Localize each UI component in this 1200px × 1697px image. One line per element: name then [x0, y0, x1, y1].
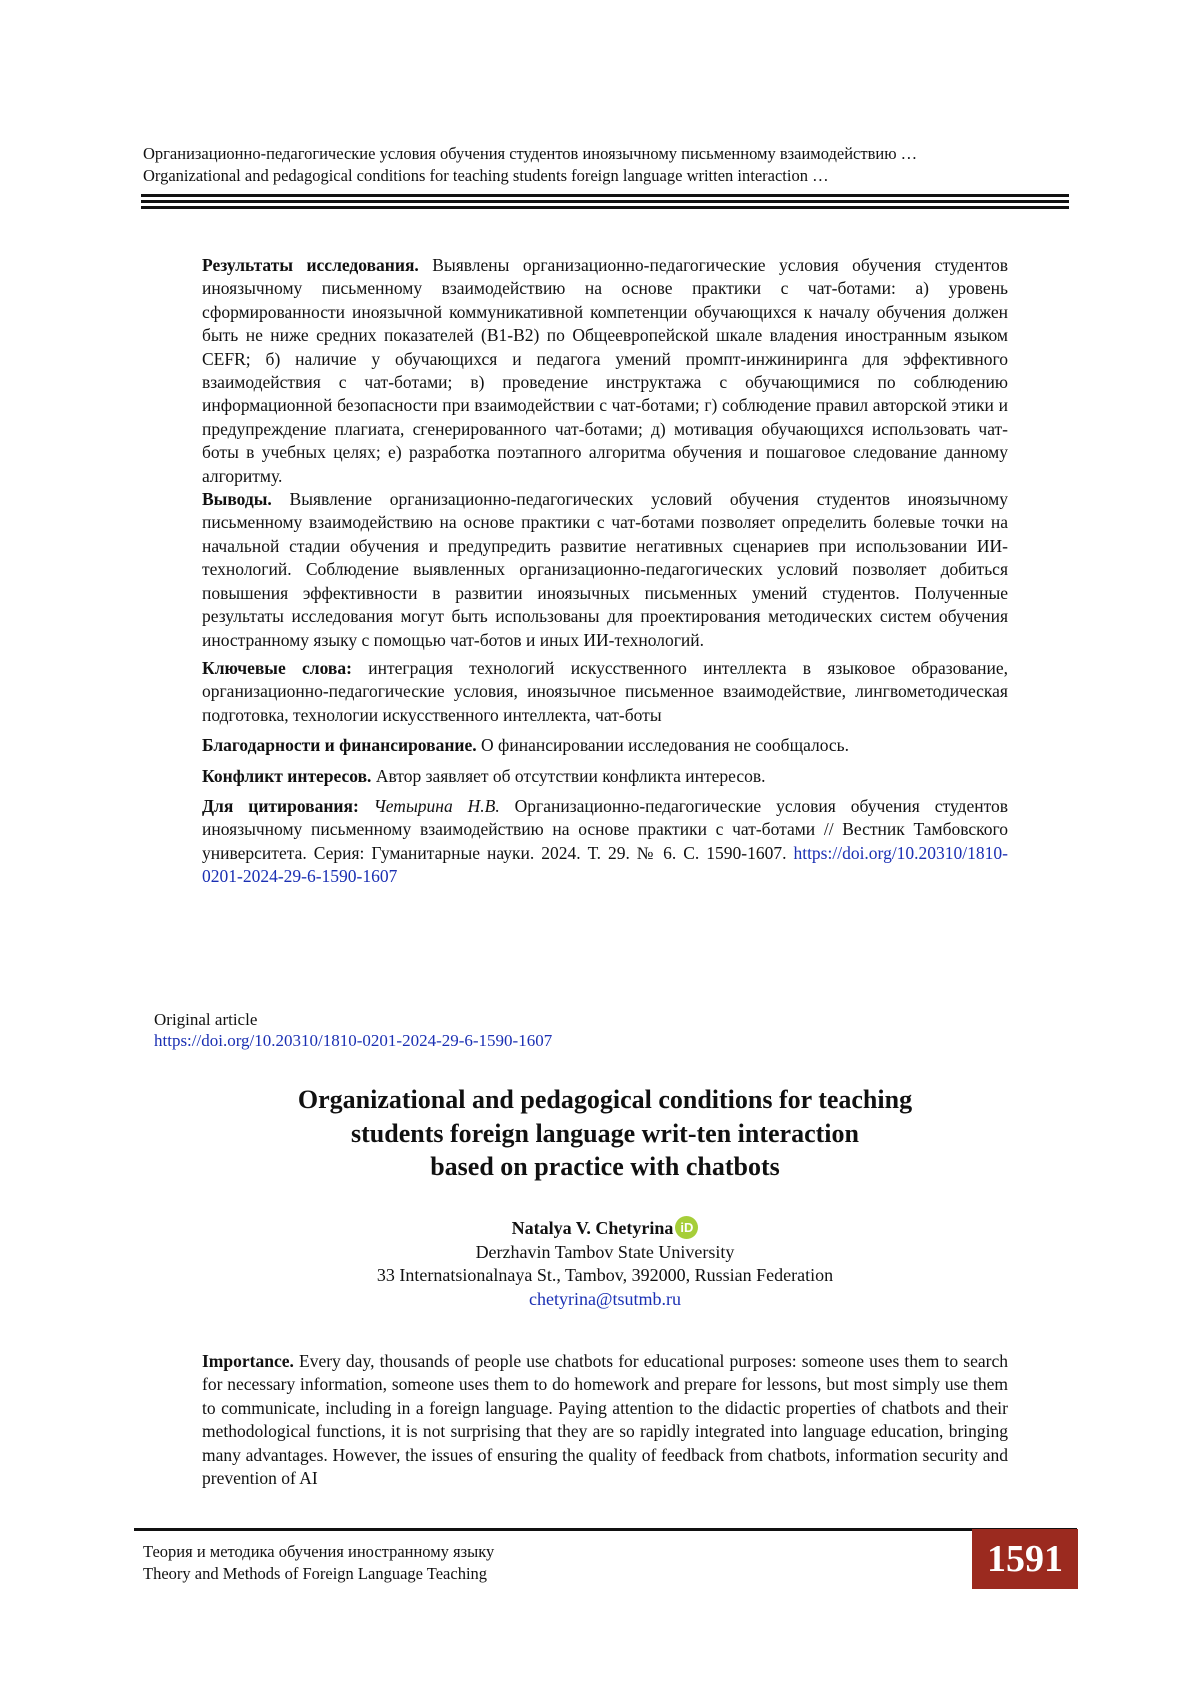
article-title-line-1: Organizational and pedagogical conditions for teaching: [297, 1085, 913, 1114]
page-number-badge: 1591: [972, 1529, 1078, 1589]
footer-rule: [134, 1528, 1077, 1531]
keywords-label: Ключевые слова:: [202, 657, 352, 678]
journal-name-en: Theory and Methods of Foreign Language Teaching: [143, 1564, 488, 1583]
article-title-line-3: based on practice with chatbots: [430, 1152, 780, 1181]
author-email-link[interactable]: chetyrina@tsutmb.ru: [528, 1288, 682, 1309]
funding-paragraph: [202, 734, 1008, 757]
citation-author: Четырина Н.В.: [373, 795, 500, 816]
author-name: Natalya V. Chetyrina: [511, 1218, 674, 1238]
ru-abstract: [202, 254, 1008, 889]
citation-label: Для цитирования:: [202, 795, 359, 816]
keywords-text: интеграция технологий искусственного интеллекта в языковое образование, организационно-педагогические условия, иноязычное письменное взаимодействие, лингвометодическая подготовка, технологии искусственного интеллекта, чат-боты: [202, 657, 1008, 725]
article-title: [200, 1083, 1010, 1184]
journal-name: [143, 1541, 494, 1585]
keywords-paragraph: [202, 657, 1008, 727]
article-doi-link[interactable]: https://doi.org/10.20310/1810-0201-2024-29-6-1590-1607: [154, 1031, 553, 1050]
author-address: 33 Internatsionalnaya St., Tambov, 392000, Russian Federation: [376, 1265, 834, 1285]
funding-label: Благодарности и финансирование.: [202, 735, 477, 756]
conflict-text: Автор заявляет об отсутствии конфликта интересов.: [371, 765, 766, 786]
conclusions-paragraph: [202, 488, 1008, 652]
results-paragraph: [202, 254, 1008, 488]
running-header-en: Organizational and pedagogical conditions for teaching students foreign language written interaction …: [143, 166, 829, 185]
funding-text: О финансировании исследования не сообщалось.: [476, 735, 850, 756]
running-header-ru: Организационно-педагогические условия обучения студентов иноязычному письменному взаимодействию …: [143, 144, 918, 163]
header-rule-2: [141, 200, 1069, 203]
importance-label: Importance.: [202, 1351, 294, 1371]
citation-paragraph: [202, 795, 1008, 889]
citation-doi-link[interactable]: https://doi.org/10.20310/1810-0201-2024-29-6-1590-1607: [202, 842, 1008, 887]
conflict-label: Конфликт интересов.: [202, 765, 372, 786]
header-rule-1: [141, 194, 1069, 197]
citation-text: Организационно-педагогические условия обучения студентов иноязычному письменному взаимодействию на основе практики с чат-ботами // Вестник Тамбовского университета. Серия: Гуманитарные науки. 2024. Т. 29. № 6. С. 1590-1607.: [202, 795, 1009, 863]
article-meta: [154, 1009, 552, 1051]
author-affiliation: Derzhavin Tambov State University: [475, 1241, 735, 1262]
author-block: [200, 1216, 1010, 1311]
conclusions-label: Выводы.: [202, 489, 272, 510]
article-type-label: Original article: [154, 1010, 258, 1029]
running-header: [143, 143, 1073, 187]
importance-text: Every day, thousands of people use chatbots for educational purposes: someone uses them to search for necessary information, someone uses them to do homework and prepare for lessons, but most simply use them to communicate, including in a foreign language. Paying attention to the didactic properties of chatbots and their methodological functions, it is not surprising that they are so rapidly integrated into language education, bringing many advantages. However, the issues of ensuring the quality of feedback from chatbots, information security and prevention of AI: [202, 1351, 1008, 1489]
article-title-line-2: students foreign language writ-ten interaction: [351, 1118, 859, 1148]
results-text: Выявлены организационно-педагогические условия обучения студентов иноязычному письменному взаимодействию на основе практики с чат-ботами: а) уровень сформированности иноязычной коммуникативной компетенции обучающихся к началу обучения должен быть не ниже средних показателей (В1-В2) по Общеевропейской шкале владения иностранным языком CEFR; б) наличие у обучающихся и педагога умений промпт-инжиниринга для эффективного взаимодействия с чат-ботами; в) проведение инструктажа с обучающимися по соблюдению информационной безопасности при взаимодействии с чат-ботами; г) соблюдение правил авторской этики и предупреждение плагиата, сгенерированного чат-ботами; д) мотивация обучающихся использовать чат-боты в учебных целях; е) разработка поэтапного алгоритма обучения и пошаговое следование данному алгоритму.: [202, 255, 1008, 486]
conclusions-text: Выявление организационно-педагогических условий обучения студентов иноязычному письменному взаимодействию на основе практики с чат-ботами позволяет определить болевые точки на начальной стадии обучения и предупредить развитие негативных сценариев при использовании ИИ-технологий. Соблюдение выявленных организационно-педагогических условий позволяет добиться повышения эффективности в развитии иноязычных письменных умений студентов. Полученные результаты исследования могут быть использованы для проектирования методических систем обучения иностранному языку с помощью чат-ботов и иных ИИ-технологий.: [202, 489, 1008, 650]
en-abstract: [202, 1350, 1008, 1490]
results-label: Результаты исследования.: [202, 255, 419, 275]
header-rule-3: [141, 206, 1069, 209]
journal-name-ru: Теория и методика обучения иностранному языку: [143, 1542, 495, 1561]
orcid-icon[interactable]: iD: [675, 1216, 698, 1239]
conflict-paragraph: [202, 765, 1008, 788]
